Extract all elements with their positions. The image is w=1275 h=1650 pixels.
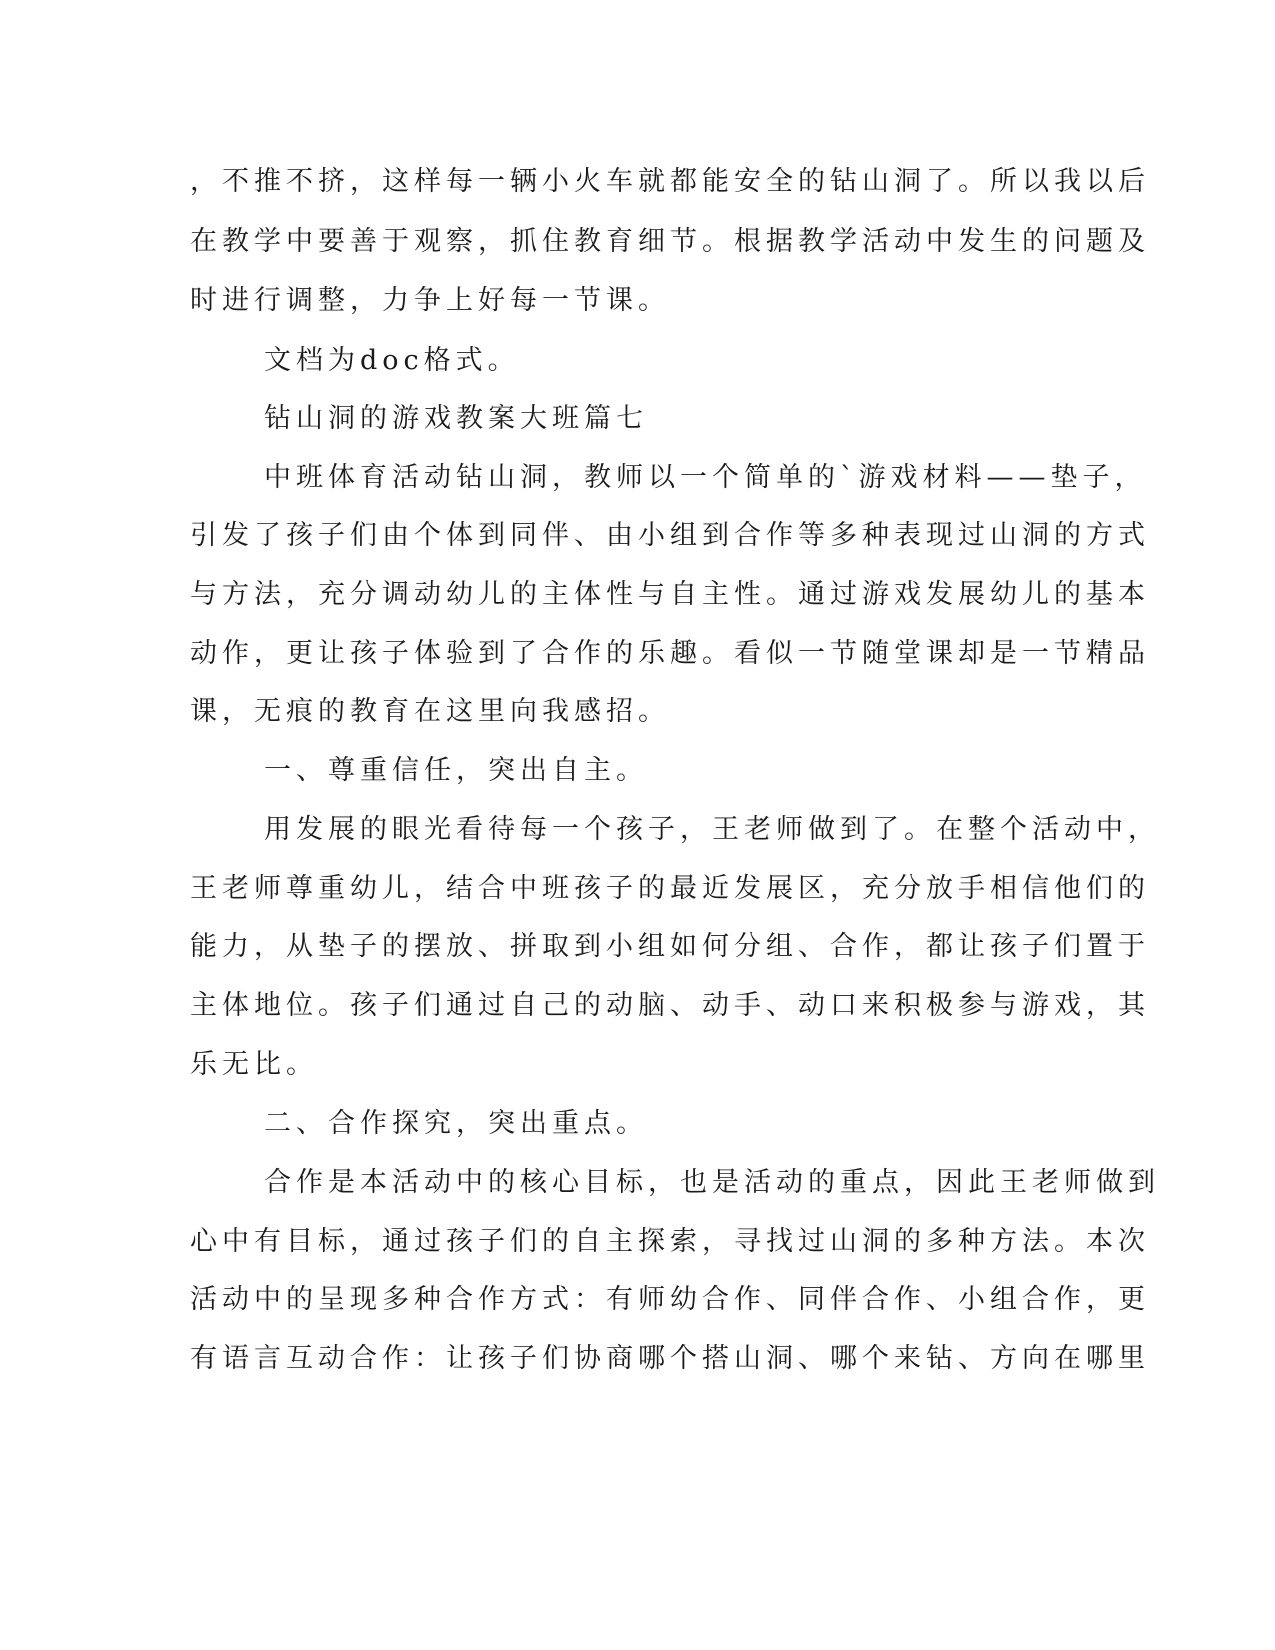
text-line: 心中有目标，通过孩子们的自主探索，寻找过山洞的多种方法。本次 bbox=[190, 1226, 1150, 1257]
text-line: 主体地位。孩子们通过自己的动脑、动手、动口来积极参与游戏，其 bbox=[190, 990, 1150, 1021]
section-heading: 钻山洞的游戏教案大班篇七 bbox=[264, 403, 648, 434]
text-line: 能力，从垫子的摆放、拼取到小组如何分组、合作，都让孩子们置于 bbox=[190, 931, 1150, 962]
text-line: ，不推不挤，这样每一辆小火车就都能安全的钻山洞了。所以我以后 bbox=[190, 166, 1150, 197]
text-line: 与方法，充分调动幼儿的主体性与自主性。通过游戏发展幼儿的基本 bbox=[190, 579, 1150, 610]
text-line: 用发展的眼光看待每一个孩子，王老师做到了。在整个活动中， bbox=[264, 814, 1160, 845]
text-line: 王老师尊重幼儿，结合中班孩子的最近发展区，充分放手相信他们的 bbox=[190, 873, 1150, 904]
text-line: 有语言互动合作：让孩子们协商哪个搭山洞、哪个来钻、方向在哪里 bbox=[190, 1343, 1150, 1374]
text-line: 时进行调整，力争上好每一节课。 bbox=[190, 285, 670, 316]
text-line: 文档为doc格式。 bbox=[264, 345, 520, 376]
subheading: 二、合作探究，突出重点。 bbox=[264, 1108, 648, 1139]
text-line: 课，无痕的教育在这里向我感招。 bbox=[190, 696, 670, 727]
text-line: 合作是本活动中的核心目标，也是活动的重点，因此王老师做到 bbox=[264, 1167, 1160, 1198]
text-line: 活动中的呈现多种合作方式：有师幼合作、同伴合作、小组合作，更 bbox=[190, 1284, 1150, 1315]
text-line: 中班体育活动钻山洞，教师以一个简单的`游戏材料——垫子， bbox=[264, 462, 1147, 493]
subheading: 一、尊重信任，突出自主。 bbox=[264, 755, 648, 786]
text-line: 在教学中要善于观察，抓住教育细节。根据教学活动中发生的问题及 bbox=[190, 226, 1150, 257]
text-line: 乐无比。 bbox=[190, 1049, 318, 1080]
text-line: 动作，更让孩子体验到了合作的乐趣。看似一节随堂课却是一节精品 bbox=[190, 638, 1150, 669]
text-line: 引发了孩子们由个体到同伴、由小组到合作等多种表现过山洞的方式 bbox=[190, 520, 1150, 551]
